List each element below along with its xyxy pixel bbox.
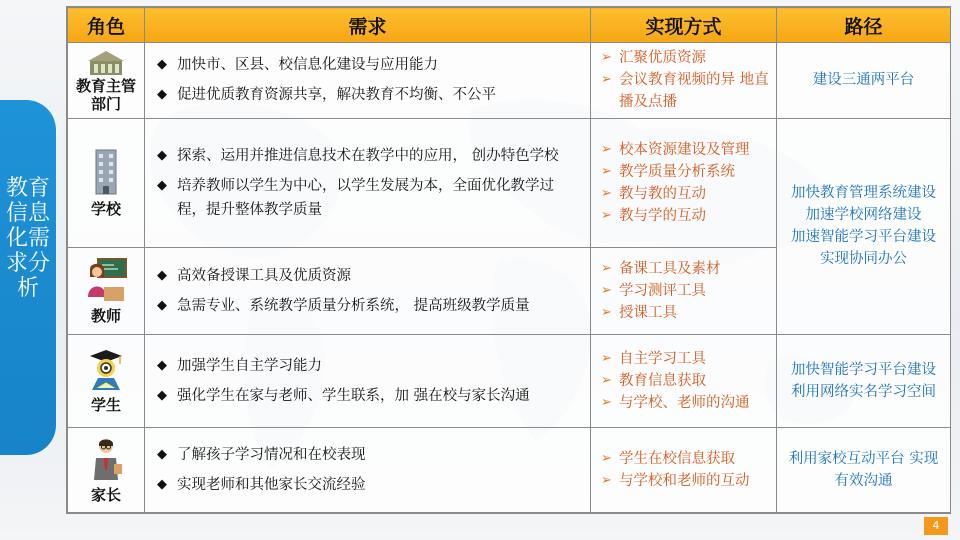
need-item: ◆ 实现老师和其他家长交流经验 — [157, 473, 580, 497]
way-item: ➢ 汇聚优质资源 — [601, 47, 770, 69]
role-name: 教师 — [90, 307, 121, 326]
role-name: 学校 — [90, 199, 121, 218]
role-cell — [68, 118, 145, 247]
header-way: 实现方式 — [591, 8, 777, 43]
arrow-bullet-icon: ➢ — [601, 50, 612, 66]
table-row — [68, 43, 951, 119]
needs-analysis-table — [66, 6, 951, 514]
way-item: ➢ 教学质量分析系统 — [601, 161, 770, 183]
header-role: 角色 — [68, 8, 145, 43]
arrow-bullet-icon: ➢ — [601, 185, 612, 201]
path-text: 加速学校网络建设 — [805, 207, 922, 224]
need-item: ◆ 促进优质教育资源共享，解决教育不均衡、不公平 — [157, 83, 580, 107]
need-item: ◆ 了解孩子学习情况和在校表现 — [157, 443, 580, 467]
way-item: ➢ 与学校、老师的沟通 — [601, 392, 770, 414]
role-name: 家长 — [90, 486, 121, 505]
need-item: ◆ 加快市、区县、校信息化建设与应用能力 — [157, 53, 580, 77]
student-icon — [86, 348, 126, 392]
path-text: 实现协同办公 — [820, 251, 907, 268]
need-cell — [145, 428, 591, 513]
arrow-bullet-icon: ➢ — [601, 473, 612, 489]
arrow-bullet-icon: ➢ — [601, 163, 612, 179]
way-item: ➢ 备课工具及素材 — [601, 258, 770, 280]
need-item: ◆ 培养教师以学生为中心，以学生发展为本，全面优化教学过程，提升整体教学质量 — [157, 174, 580, 222]
diamond-bullet-icon: ◆ — [157, 147, 167, 163]
need-item: ◆ 急需专业、系统教学质量分析系统， 提高班级教学质量 — [157, 294, 580, 318]
arrow-bullet-icon: ➢ — [601, 305, 612, 321]
role-name: 部门 — [90, 95, 121, 114]
path-text: 加快教育管理系统建设 — [791, 185, 936, 202]
way-item: ➢ 学习测评工具 — [601, 280, 770, 302]
need-cell — [145, 43, 591, 119]
way-cell — [591, 118, 777, 247]
way-item: ➢ 与学校和老师的互动 — [601, 470, 770, 492]
path-text: 加速智能学习平台建设 — [791, 229, 936, 246]
diamond-bullet-icon: ◆ — [157, 57, 167, 73]
way-cell — [591, 335, 777, 428]
way-item: ➢ 自主学习工具 — [601, 348, 770, 370]
way-item: ➢ 学生在校信息获取 — [601, 448, 770, 470]
diamond-bullet-icon: ◆ — [157, 388, 167, 404]
path-cell — [777, 43, 951, 119]
header-path: 路径 — [777, 8, 951, 43]
path-cell — [777, 428, 951, 513]
way-cell — [591, 428, 777, 513]
diamond-bullet-icon: ◆ — [157, 177, 167, 193]
diamond-bullet-icon: ◆ — [157, 358, 167, 374]
path-text: 加快智能学习平台建设利用网络实名学习空间 — [791, 362, 936, 401]
way-item: ➢ 教与教的互动 — [601, 183, 770, 205]
section-title: 教育信息化需求分析 — [6, 176, 51, 301]
way-item: ➢ 校本资源建设及管理 — [601, 139, 770, 161]
school-building-icon — [91, 148, 121, 196]
role-cell — [68, 43, 145, 119]
parent-icon — [88, 436, 124, 482]
need-cell — [145, 118, 591, 247]
role-cell — [68, 335, 145, 428]
need-cell — [145, 248, 591, 335]
diamond-bullet-icon: ◆ — [157, 87, 167, 103]
header-need: 需求 — [145, 8, 591, 43]
way-item: ➢ 教与学的互动 — [601, 205, 770, 227]
need-item: ◆ 加强学生自主学习能力 — [157, 354, 580, 378]
need-item: ◆ 探索、运用并推进信息技术在教学中的应用， 创办特色学校 — [157, 144, 580, 168]
arrow-bullet-icon: ➢ — [601, 72, 612, 88]
table-row — [68, 428, 951, 513]
need-item: ◆ 高效备授课工具及优质资源 — [157, 264, 580, 288]
table-header-row — [68, 8, 951, 43]
arrow-bullet-icon: ➢ — [601, 373, 612, 389]
table-row — [68, 118, 951, 247]
need-item: ◆ 强化学生在家与老师、学生联系，加 强在校与家长沟通 — [157, 384, 580, 408]
arrow-bullet-icon: ➢ — [601, 261, 612, 277]
way-item: ➢ 教育信息获取 — [601, 370, 770, 392]
page-number: 4 — [924, 517, 948, 535]
government-building-icon — [86, 47, 126, 77]
diamond-bullet-icon: ◆ — [157, 298, 167, 314]
arrow-bullet-icon: ➢ — [601, 141, 612, 157]
diamond-bullet-icon: ◆ — [157, 477, 167, 493]
path-text: 利用家校互动平台 实现有效沟通 — [788, 451, 939, 490]
arrow-bullet-icon: ➢ — [601, 395, 612, 411]
arrow-bullet-icon: ➢ — [601, 207, 612, 223]
teacher-icon — [84, 257, 128, 303]
diamond-bullet-icon: ◆ — [157, 268, 167, 284]
way-cell — [591, 248, 777, 335]
need-cell — [145, 335, 591, 428]
path-cell — [777, 118, 951, 334]
way-item: ➢ 会议教育视频的异 地直播及点播 — [601, 69, 770, 113]
diamond-bullet-icon: ◆ — [157, 447, 167, 463]
way-item: ➢ 授课工具 — [601, 302, 770, 324]
table-row — [68, 335, 951, 428]
arrow-bullet-icon: ➢ — [601, 351, 612, 367]
arrow-bullet-icon: ➢ — [601, 451, 612, 467]
way-cell — [591, 43, 777, 119]
role-name: 学生 — [90, 396, 121, 415]
path-cell — [777, 335, 951, 428]
role-cell — [68, 248, 145, 335]
path-text: 建设三通两平台 — [812, 72, 915, 89]
role-cell — [68, 428, 145, 513]
role-name: 教育主管 — [75, 77, 136, 96]
arrow-bullet-icon: ➢ — [601, 283, 612, 299]
